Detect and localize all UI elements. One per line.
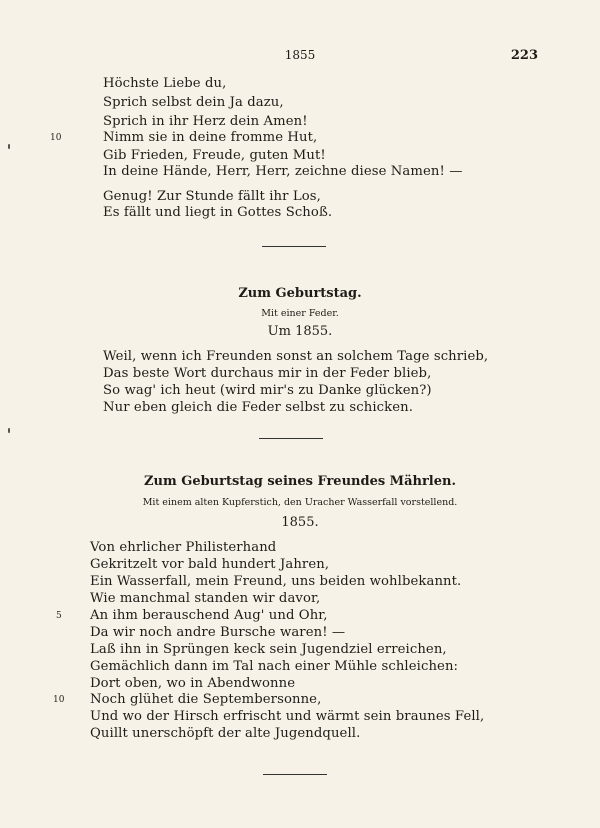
poem-line: Gemächlich dann im Tal nach einer Mühle schleichen: <box>90 659 459 674</box>
poem-date: Um 1855. <box>267 324 333 339</box>
section-divider <box>262 246 326 247</box>
running-header-year: 1855 <box>284 48 316 62</box>
poem-line: Höchste Liebe du, <box>103 76 227 91</box>
poem-line: Da wir noch andre Bursche waren! — <box>90 625 346 640</box>
line-number: 10 <box>50 133 62 143</box>
poem-line: An ihm berauschend Aug' und Ohr, <box>90 608 328 623</box>
poem-line: Quillt unerschöpft der alte Jugendquell. <box>90 726 361 741</box>
poem-line: Es fällt und liegt in Gottes Schoß. <box>103 205 333 220</box>
poem-subtitle: Mit einem alten Kupferstich, den Uracher Wasserfall vorstellend. <box>142 497 458 508</box>
line-number: 10 <box>53 695 65 705</box>
poem-line: Von ehrlicher Philisterhand <box>90 540 277 555</box>
poem-line: In deine Hände, Herr, Herr, zeichne diese Namen! — <box>103 164 463 179</box>
poem-line: Das beste Wort durchaus mir in der Feder blieb, <box>103 366 432 381</box>
poem-line: Noch glühet die Septembersonne, <box>90 692 322 707</box>
poem-line: Gib Frieden, Freude, guten Mut! <box>103 148 326 163</box>
poem-line: Genug! Zur Stunde fällt ihr Los, <box>103 189 321 204</box>
poem-line: Und wo der Hirsch erfrischt und wärmt sein braunes Fell, <box>90 709 485 724</box>
section-divider <box>263 774 327 775</box>
poem-line: Weil, wenn ich Freunden sonst an solchem Tage schrieb, <box>103 349 489 364</box>
margin-mark <box>8 428 10 433</box>
poem-line: Nimm sie in deine fromme Hut, <box>103 130 318 145</box>
poem-line: Dort oben, wo in Abendwonne <box>90 676 296 691</box>
poem-line: Sprich in ihr Herz dein Amen! <box>103 114 308 129</box>
poem-line: Sprich selbst dein Ja dazu, <box>103 95 284 110</box>
poem-title: Zum Geburtstag. <box>238 286 362 301</box>
line-number: 5 <box>56 611 62 621</box>
poem-line: Laß ihn in Sprüngen keck sein Jugendziel erreichen, <box>90 642 447 657</box>
poem-line: Ein Wasserfall, mein Freund, uns beiden wohlbekannt. <box>90 574 462 589</box>
section-divider <box>259 438 323 439</box>
margin-mark <box>8 144 10 149</box>
poem-line: So wag' ich heut (wird mir's zu Danke glücken?) <box>103 383 432 398</box>
poem-line: Nur eben gleich die Feder selbst zu schicken. <box>103 400 414 415</box>
poem-line: Wie manchmal standen wir davor, <box>90 591 321 606</box>
page-number: 223 <box>510 48 538 63</box>
poem-line: Gekritzelt vor bald hundert Jahren, <box>90 557 330 572</box>
poem-title: Zum Geburtstag seines Freundes Mährlen. <box>144 474 456 489</box>
poem-date: 1855. <box>281 515 319 530</box>
poem-subtitle: Mit einer Feder. <box>261 308 339 319</box>
